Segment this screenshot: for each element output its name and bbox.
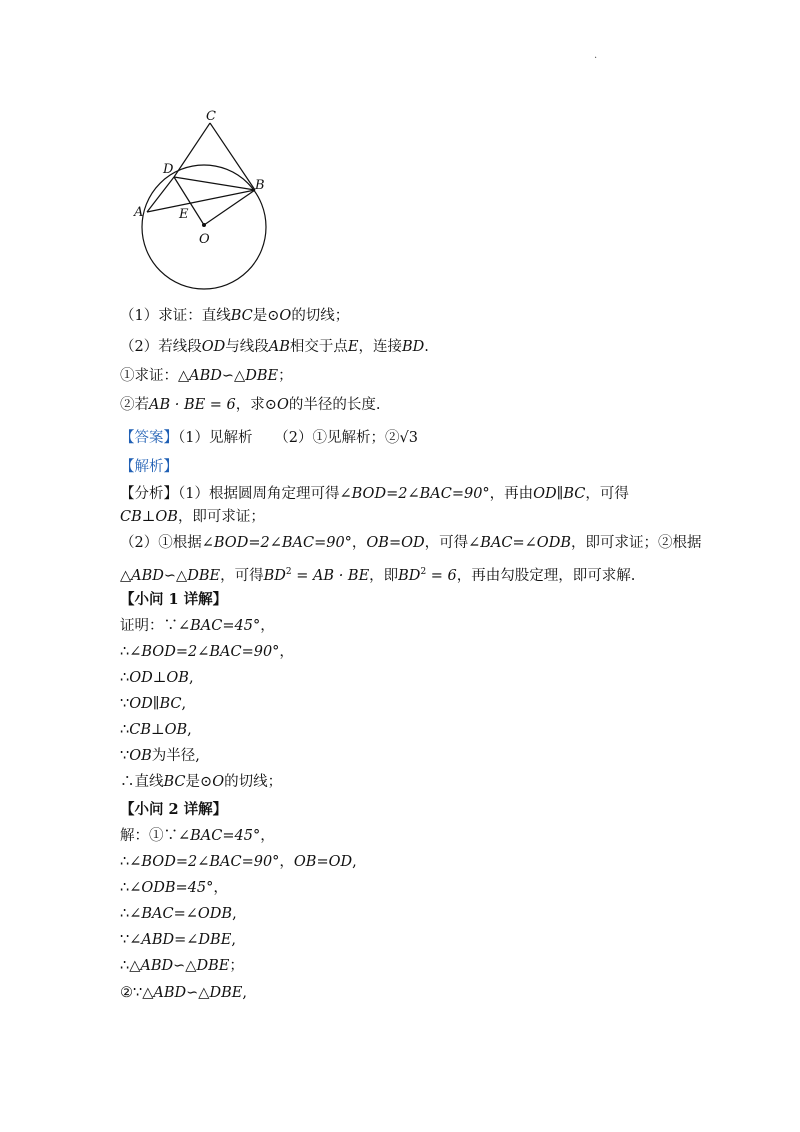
label-d: D: [163, 162, 174, 177]
sub-question-2-tag: 【小问 2 详解】: [120, 801, 228, 818]
s2-line-3: ∴∠ODB=45°，: [120, 880, 228, 896]
label-o: O: [199, 232, 210, 247]
label-b: B: [255, 178, 265, 193]
analysis-tag: 【解析】: [120, 459, 178, 475]
s1-line-6: ∵OB为半径,: [120, 748, 200, 764]
segment-cd: [174, 123, 210, 177]
segment-cb: [210, 123, 255, 190]
page-mark: .: [594, 50, 598, 61]
s1-line-7: ∴直线BC是⊙O的切线；: [120, 774, 283, 790]
answer-tag: 【答案】: [120, 430, 178, 446]
question-2-part-1: ①求证：△ABD∽△DBE；: [120, 368, 293, 384]
sub-question-1-tag: 【小问 1 详解】: [120, 591, 228, 608]
s1-line-1: 证明：∵∠BAC=45°，: [120, 618, 275, 634]
geometry-figure: [128, 105, 278, 290]
s2-line-7: ②∵△ABD∽△DBE,: [120, 985, 247, 1001]
label-c: C: [206, 109, 216, 124]
question-2-part-2: ②若AB · BE = 6，求⊙O的半径的长度.: [120, 397, 381, 413]
label-e: E: [179, 207, 189, 222]
s2-line-2: ∴∠BOD=2∠BAC=90°，OB=OD,: [120, 854, 357, 870]
fenxi-line-2: CB⊥OB，即可求证；: [120, 509, 265, 525]
center-point-o: [202, 223, 206, 227]
s2-line-4: ∴∠BAC=∠ODB,: [120, 906, 237, 922]
s2-line-5: ∵∠ABD=∠DBE,: [120, 932, 236, 948]
fenxi-line-4: △ABD∽△DBE，可得$BD^2$ = AB · BE，即$BD^2 = 6$，再由勾股定理，即可求解.: [120, 567, 636, 584]
answer-line: 【答案】（1）见解析 （2）①见解析；②√3: [120, 430, 418, 446]
question-2: （2）若线段OD与线段AB相交于点E，连接BD.: [120, 339, 429, 355]
s1-line-2: ∴∠BOD=2∠BAC=90°，: [120, 644, 294, 660]
s2-line-1: 解：①∵∠BAC=45°，: [120, 828, 275, 844]
s2-line-6: ∴△ABD∽△DBE；: [120, 958, 244, 974]
s1-line-5: ∴CB⊥OB,: [120, 722, 192, 738]
label-a: A: [134, 205, 144, 220]
fenxi-line-3: （2）①根据∠BOD=2∠BAC=90°，OB=OD，可得∠BAC=∠ODB，即可求证；②根据: [120, 535, 702, 551]
s1-line-4: ∵OD∥BC,: [120, 696, 187, 712]
s1-line-3: ∴OD⊥OB,: [120, 670, 194, 686]
fenxi-line-1: 【分析】（1）根据圆周角定理可得∠BOD=2∠BAC=90°，再由OD∥BC，可得: [120, 486, 629, 502]
question-1: （1）求证：直线BC是⊙O的切线；: [120, 308, 350, 324]
